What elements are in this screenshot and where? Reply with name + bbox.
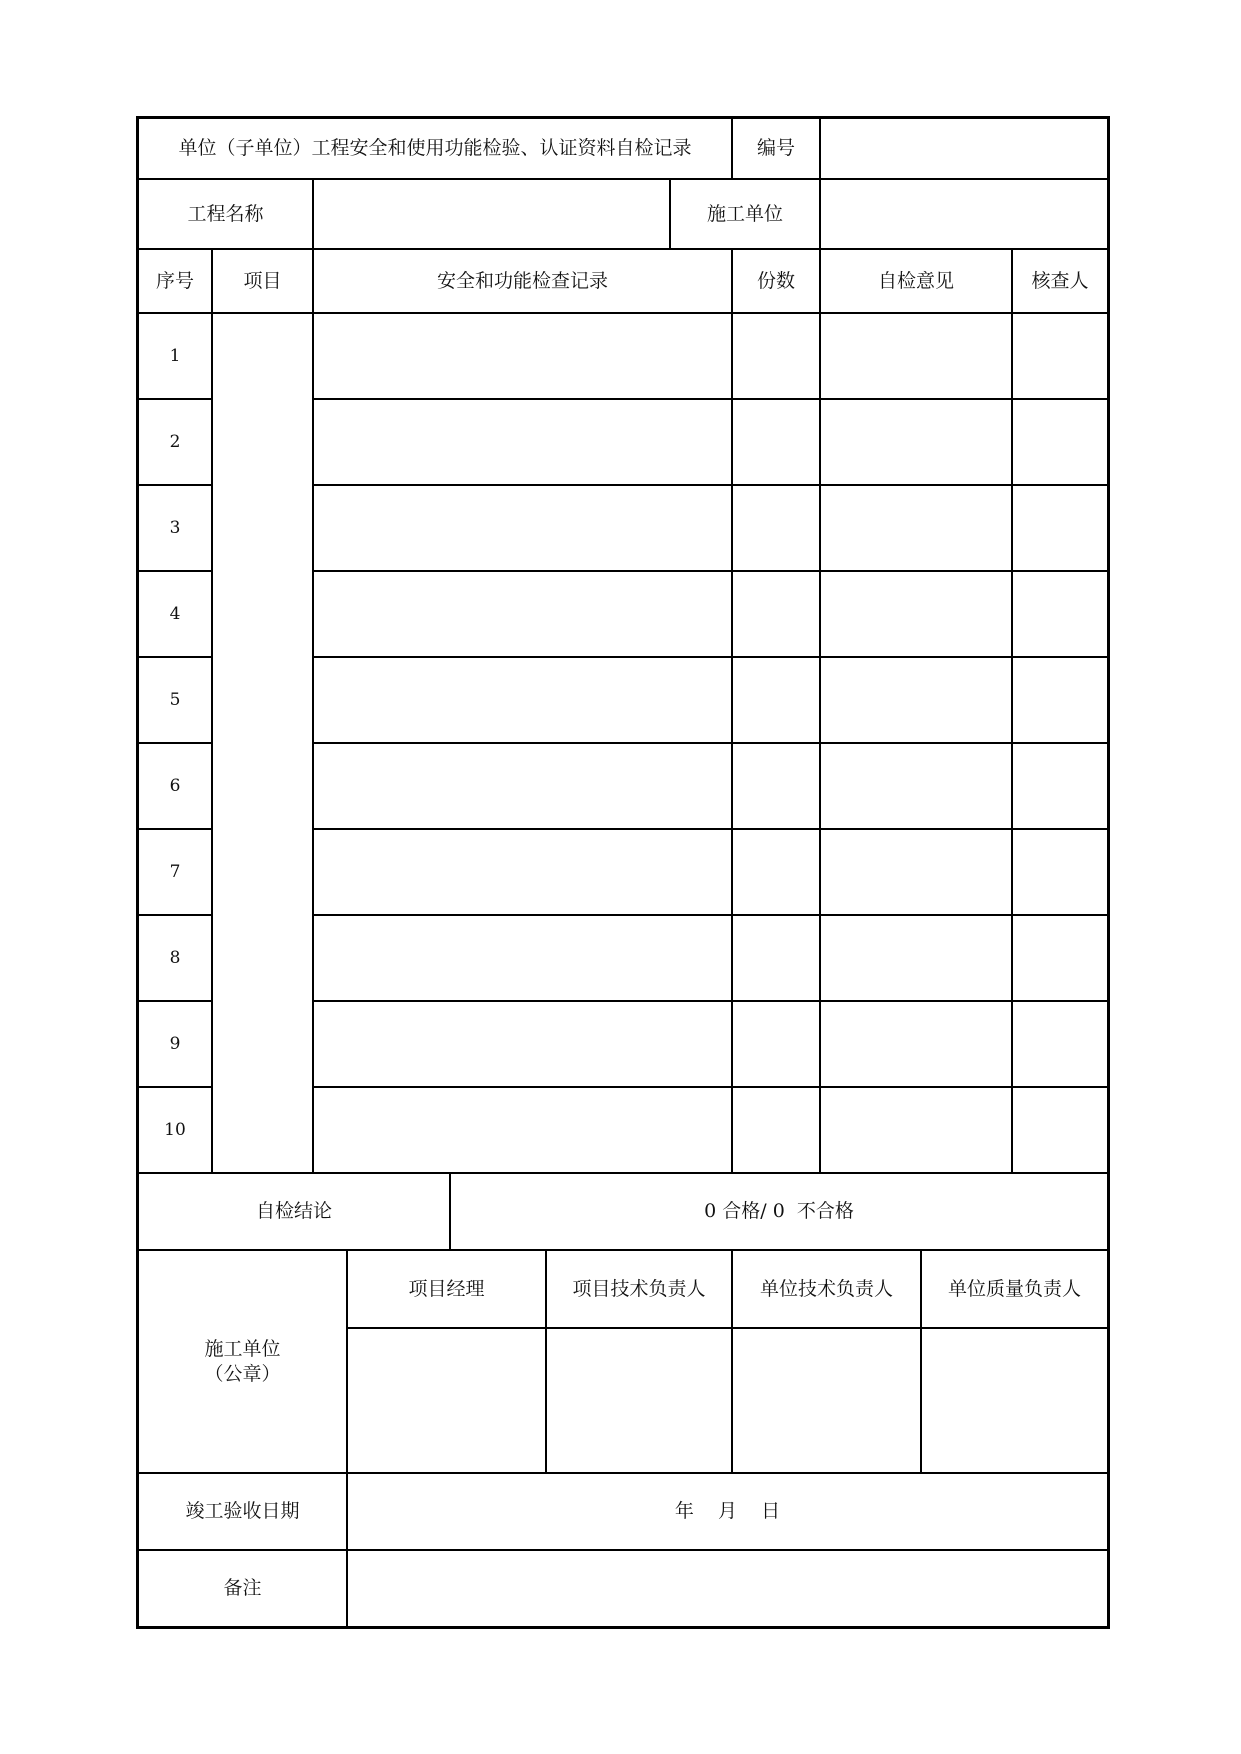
signature-field[interactable] — [922, 1329, 1107, 1472]
project-name-field[interactable] — [314, 180, 669, 248]
column-header-record: 安全和功能检查记录 — [436, 269, 608, 292]
divider — [312, 828, 1107, 830]
divider — [312, 656, 1107, 658]
table-row-number: 9 — [169, 1033, 181, 1054]
divider — [312, 570, 1107, 572]
conclusion-label: 自检结论 — [255, 1200, 332, 1223]
divider — [819, 312, 821, 1174]
remarks-label: 备注 — [223, 1577, 262, 1600]
table-row-number: 10 — [164, 1119, 186, 1140]
completion-date-label: 竣工验收日期 — [185, 1500, 300, 1523]
table-row-number: 7 — [169, 861, 181, 882]
unit-seal-label: 施工单位 （公章） — [204, 1337, 281, 1385]
table-row-number: 8 — [169, 947, 181, 968]
table-row-number: 2 — [169, 431, 181, 452]
divider — [312, 914, 1107, 916]
table-row-number: 6 — [169, 775, 181, 796]
divider — [731, 248, 733, 1174]
number-label: 编号 — [756, 137, 795, 160]
column-header-seq: 序号 — [155, 269, 194, 292]
signature-field[interactable] — [547, 1329, 731, 1472]
signer-project-manager: 项目经理 — [408, 1277, 485, 1300]
construction-unit-field[interactable] — [821, 180, 1107, 248]
divider — [312, 742, 1107, 744]
remarks-field[interactable] — [348, 1551, 1107, 1626]
conclusion-value: 0 合格/ 0 不合格 — [704, 1200, 854, 1223]
signature-field[interactable] — [348, 1329, 545, 1472]
item-merged-cell[interactable] — [213, 314, 312, 1172]
divider — [312, 1086, 1107, 1088]
completion-date-field[interactable]: 年 月 日 — [674, 1500, 781, 1523]
column-header-opinion: 自检意见 — [877, 269, 954, 292]
form-title: 单位（子单位）工程安全和使用功能检验、认证资料自检记录 — [178, 137, 692, 160]
signer-unit-tech-lead: 单位技术负责人 — [759, 1277, 893, 1300]
construction-unit-label: 施工单位 — [706, 202, 783, 225]
divider — [312, 178, 314, 1174]
column-header-item: 项目 — [243, 269, 282, 292]
table-row-number: 1 — [169, 345, 181, 366]
table-row-number: 5 — [169, 689, 181, 710]
inspection-record-form — [136, 116, 1110, 1629]
column-header-checker: 核查人 — [1031, 269, 1089, 292]
divider — [312, 484, 1107, 486]
signer-project-tech-lead: 项目技术负责人 — [572, 1277, 706, 1300]
divider — [1011, 248, 1013, 1174]
divider — [312, 1000, 1107, 1002]
divider — [312, 398, 1107, 400]
signer-unit-quality-lead: 单位质量负责人 — [947, 1277, 1081, 1300]
project-name-label: 工程名称 — [187, 202, 264, 225]
table-row-number: 4 — [169, 603, 181, 624]
column-header-copies: 份数 — [756, 269, 795, 292]
number-field[interactable] — [821, 119, 1107, 178]
signature-field[interactable] — [733, 1329, 920, 1472]
table-row-number: 3 — [169, 517, 181, 538]
